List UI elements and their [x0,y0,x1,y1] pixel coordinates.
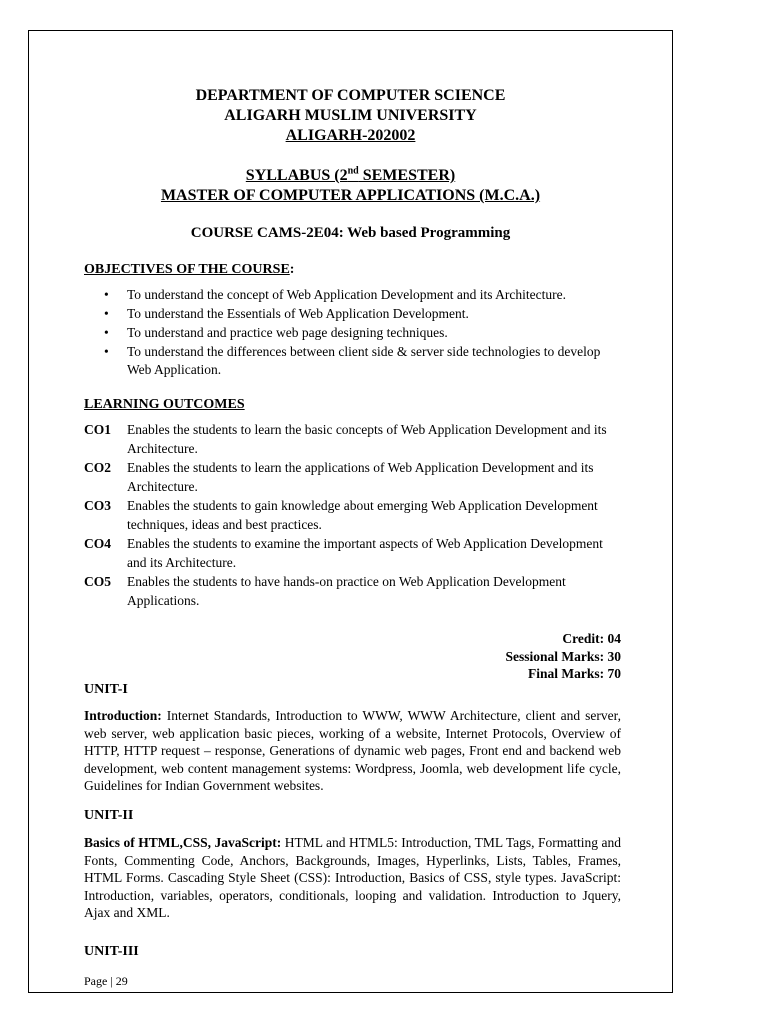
page-number: Page | 29 [84,974,128,988]
university-name: ALIGARH MUSLIM UNIVERSITY [224,107,477,124]
list-item: • To understand the Essentials of Web Application Development. [84,305,624,323]
syllabus-heading [28,166,673,206]
course-title: COURSE CAMS-2E04: Web based Programming [190,225,511,241]
credit-value: Credit: 04 [562,631,621,646]
list-item: CO1 Enables the students to learn the basic concepts of Web Application Development and its Architecture. [84,422,607,456]
unit-2-content: Basics of HTML,CSS, JavaScript: HTML and HTML5: Introduction, TML Tags, Formatting and Fonts, Commenting Code, Anchors, Backgrounds, Images, Hyperlinks, Lists, Tables, Frames, HTML Forms. Cascading Style Sheet (CSS): Introduction, Basics of CSS, style types. JavaScript: Introduction, variables, operators, conditionals, looping and validation. Introduction to Jquery, Ajax and XML. [84,835,622,920]
outcomes-list [84,420,624,610]
sessional-marks: Sessional Marks: 30 [505,648,621,664]
program-name: MASTER OF COMPUTER APPLICATIONS (M.C.A.) [160,187,541,204]
marks-block [505,630,621,683]
final-marks: Final Marks: 70 [528,666,621,681]
list-item: CO2 Enables the students to learn the applications of Web Application Development and its Architecture. [84,460,594,494]
outcomes-heading: LEARNING OUTCOMES [84,397,245,412]
university-address: ALIGARH-202002 [285,127,416,144]
list-item: • To understand the concept of Web Application Development and its Architecture. [84,286,624,304]
objectives-list [84,286,624,380]
document-header [28,86,673,146]
unit-1-content: Introduction: Internet Standards, Introduction to WWW, WWW Architecture, client and server, web server, web application basic pieces, working of a website, Internet Protocols, Overview of HTTP, HTTP request – response, Generations of dynamic web pages, Front end and backend web development, web content management systems: Wordpress, Joomla, web development life cycle, Guidelines for Indian Government websites. [84,708,621,793]
department-name: DEPARTMENT OF COMPUTER SCIENCE [195,87,506,104]
objectives-heading: OBJECTIVES OF THE COURSE: [84,262,295,277]
list-item: CO4 Enables the students to examine the important aspects of Web Application Development and its Architecture. [84,536,603,570]
list-item: • To understand and practice web page designing techniques. [84,324,624,342]
unit-1-title: UNIT-I [84,682,128,697]
list-item: • To understand the differences between client side & server side technologies to develop Web Application. [84,343,624,378]
list-item: CO3 Enables the students to gain knowledge about emerging Web Application Development techniques, ideas and best practices. [84,498,598,532]
list-item: CO5 Enables the students to have hands-on practice on Web Application Development Applications. [84,574,566,608]
unit-2-title: UNIT-II [84,808,134,823]
unit-3-title: UNIT-III [84,944,139,959]
semester-line: SYLLABUS (2nd SEMESTER) [245,165,456,184]
